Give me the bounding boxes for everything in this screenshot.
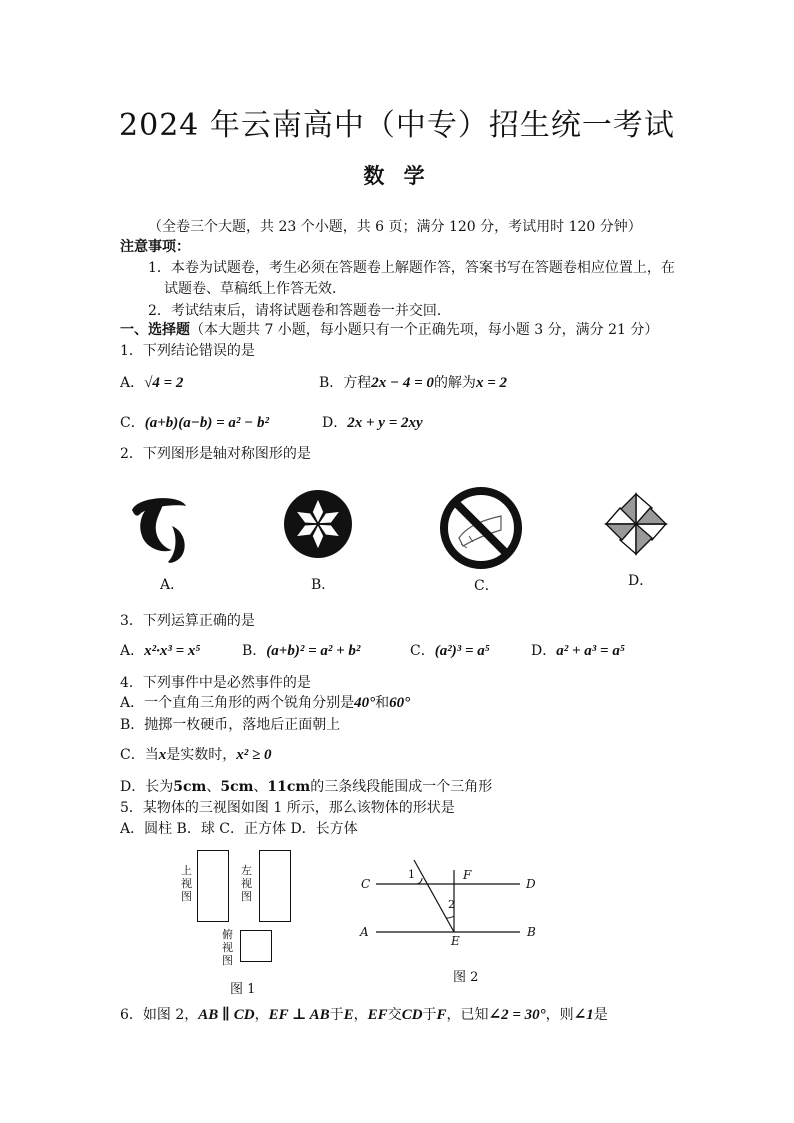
q4-d-pre: D．长为 — [120, 779, 174, 795]
section-heading — [120, 321, 658, 339]
q6-math-3: E — [343, 1007, 354, 1023]
q6-math-8: ∠1 — [573, 1007, 594, 1023]
q6-sep-4: 交 — [387, 1007, 402, 1023]
q1-d-math: 2x + y = 2xy — [347, 415, 423, 431]
q6-sep-2: 于 — [329, 1007, 344, 1023]
fig2-angle-1: 1 — [408, 868, 415, 881]
notice-item-2: 2．考试结束后，请将试题卷和答题卷一并交回． — [148, 303, 451, 319]
fig1-top-view — [240, 930, 272, 962]
q4-a-math1: 40° — [354, 695, 376, 711]
fig1-caption: 图 1 — [230, 982, 256, 997]
fig2-point-a: A — [360, 925, 369, 939]
q4-option-c — [120, 746, 271, 764]
q1-a-label: A． — [120, 375, 145, 391]
fig2-point-e: E — [451, 934, 460, 948]
q3-stem: 3．下列运算正确的是 — [120, 613, 255, 629]
q1-b-math: 2x − 4 = 0 — [371, 375, 434, 391]
q6-sep-3: ， — [353, 1007, 368, 1023]
q3-d-math: a² + a³ = a⁵ — [556, 643, 626, 659]
q4-d-sep1: 、 — [206, 779, 221, 795]
fig2-point-f: F — [463, 868, 472, 882]
fig2-angle-2: 2 — [448, 898, 455, 911]
q3-c-label: C． — [410, 643, 435, 659]
q3-option-b — [242, 642, 360, 660]
q3-option-c — [410, 642, 490, 660]
q6-math-2: EF ⊥ AB — [268, 1007, 330, 1023]
q3-b-math: (a+b)² = a² + b² — [266, 643, 361, 659]
q4-d-m1: 5cm — [173, 779, 207, 795]
q4-option-d — [120, 778, 492, 796]
fig1-label-main: 上视图 — [181, 864, 192, 903]
q1-a-math: √4 = 2 — [144, 375, 184, 391]
q1-d-label: D． — [322, 415, 348, 431]
q6-sep-5: 于 — [422, 1007, 437, 1023]
notice-title: 注意事项： — [120, 239, 190, 255]
q2-label-d: D． — [628, 573, 654, 589]
q6-sep-8: 是 — [593, 1007, 608, 1023]
q2-figure-b — [282, 488, 354, 560]
q6-sep-6: ，已知 — [446, 1007, 489, 1023]
notice-item-1: 1．本卷为试题卷，考生必须在答题卷上解题作答，答案书写在答题卷相应位置上，在 — [148, 260, 675, 276]
q1-b-label: B．方程 — [319, 375, 372, 391]
q2-figure-d — [604, 492, 668, 556]
section-title: 一、选择题 — [120, 322, 190, 338]
q3-d-label: D． — [531, 643, 557, 659]
q6-math-1: AB ∥ CD — [198, 1007, 255, 1023]
q4-d-m3: 11cm — [267, 779, 311, 795]
q4-c-x: x — [158, 747, 167, 763]
q1-b-math2: x = 2 — [475, 375, 507, 391]
q2-label-c: C． — [474, 578, 499, 594]
q4-d-m2: 5cm — [220, 779, 254, 795]
q3-a-math: x²·x³ = x⁵ — [144, 643, 201, 659]
q1-c-label: C． — [120, 415, 145, 431]
fig2-point-c: C — [361, 877, 371, 891]
fig1-label-top: 俯视图 — [222, 928, 233, 967]
fig1-front-view — [197, 850, 229, 922]
q6-math-5: CD — [401, 1007, 423, 1023]
fig2-caption: 图 2 — [453, 970, 479, 985]
q6-pre: 6．如图 2， — [120, 1007, 199, 1023]
q4-d-sep2: 、 — [253, 779, 268, 795]
exam-title: 2024 年云南高中（中专）招生统一考试 — [119, 108, 675, 143]
q6-sep-7: ，则 — [545, 1007, 574, 1023]
q6-math-4: EF — [367, 1007, 388, 1023]
q1-b-mid: 的解为 — [433, 375, 476, 391]
notice-item-1-cont: 试题卷、草稿纸上作答无效． — [164, 281, 346, 297]
q4-c-mid: 是实数时， — [166, 747, 237, 763]
fig2-point-d: D — [526, 877, 536, 891]
q4-a-mid: 和 — [375, 695, 390, 711]
q4-option-b: B．抛掷一枚硬币，落地后正面朝上 — [120, 717, 341, 733]
section-desc: （本大题共 7 小题，每小题只有一个正确先项，每小题 3 分，满分 21 分） — [190, 322, 659, 338]
q2-figure-a — [128, 492, 188, 568]
q1-option-d — [322, 414, 423, 432]
q5-options: A．圆柱 B．球 C．正方体 D．长方体 — [120, 821, 358, 837]
q1-stem: 1．下列结论错误的是 — [120, 343, 255, 359]
q3-option-a — [120, 642, 201, 660]
fig1-label-left: 左视图 — [241, 864, 252, 903]
q2-figure-c — [439, 486, 523, 570]
q6-sep-1: ， — [254, 1007, 269, 1023]
q2-label-a: A． — [160, 577, 185, 593]
q1-option-b — [319, 374, 507, 392]
q5-stem: 5．某物体的三视图如图 1 所示，那么该物体的形状是 — [120, 800, 455, 816]
q4-c-pre: C．当 — [120, 747, 159, 763]
q4-d-post: 的三条线段能围成一个三角形 — [310, 779, 493, 795]
exam-info: （全卷三个大题，共 23 个小题，共 6 页；满分 120 分，考试用时 120 分钟） — [148, 219, 642, 235]
q2-stem: 2．下列图形是轴对称图形的是 — [120, 446, 311, 462]
q6-math-6: F — [436, 1007, 447, 1023]
q6-stem — [120, 1006, 608, 1024]
q6-math-7: ∠2 = 30° — [488, 1007, 546, 1023]
q4-a-text: A．一个直角三角形的两个锐角分别是 — [120, 695, 355, 711]
q3-b-label: B． — [242, 643, 267, 659]
q2-label-b: B． — [311, 577, 336, 593]
q4-option-a — [120, 694, 410, 712]
q1-c-math: (a+b)(a−b) = a² − b² — [144, 415, 269, 431]
q3-option-d — [531, 642, 625, 660]
q4-c-math: x² ≥ 0 — [236, 747, 272, 763]
q4-a-math2: 60° — [389, 695, 411, 711]
q1-option-c — [120, 414, 269, 432]
q1-option-a — [120, 374, 183, 392]
q3-a-label: A． — [120, 643, 145, 659]
fig2-point-b: B — [527, 925, 536, 939]
q4-stem: 4．下列事件中是必然事件的是 — [120, 675, 311, 691]
q3-c-math: (a²)³ = a⁵ — [434, 643, 490, 659]
fig1-side-view — [259, 850, 291, 922]
subject-title: 数 学 — [363, 163, 431, 188]
